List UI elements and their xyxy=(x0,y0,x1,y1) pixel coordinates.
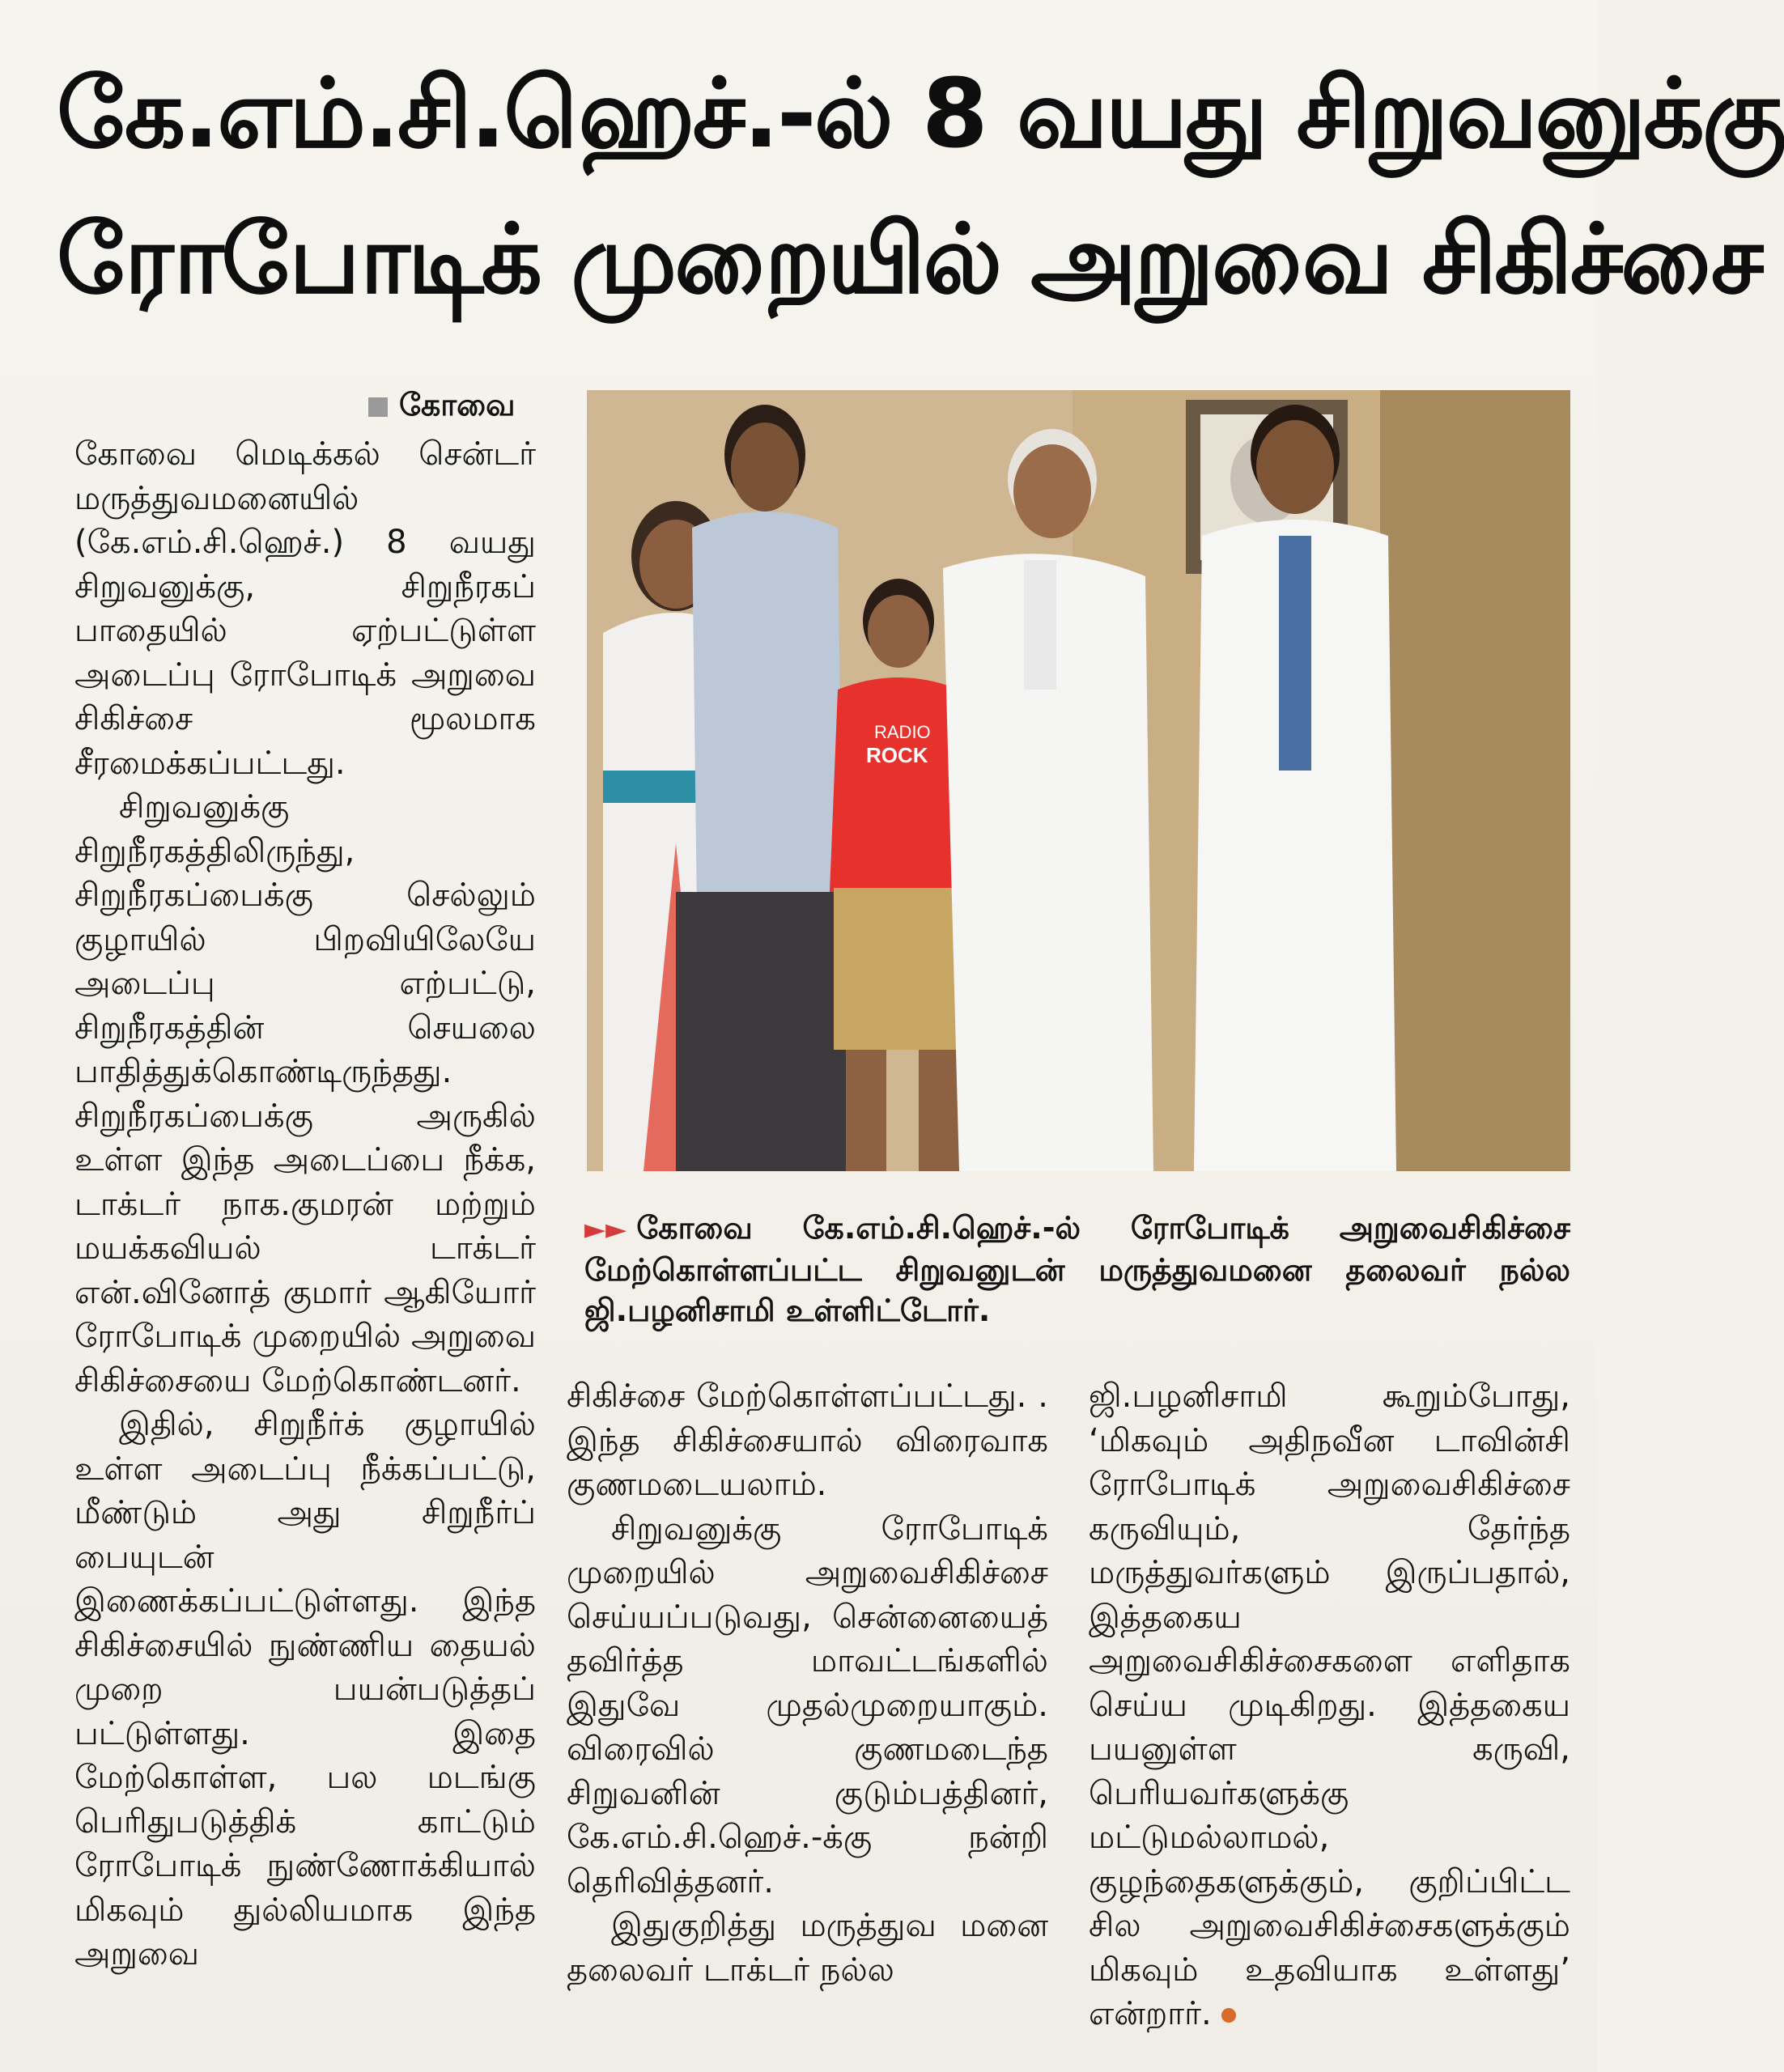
paragraph: சிறுவனுக்கு ரோபோடிக் முறையில் அறுவைசிகிச்சை செய்யப்படுவது, சென்னையைத் தவிர்த்த மாவட்டங்களில் இதுவே முதல்முறையாகும். விரைவில் குணமடைந்த சிறுவனின் குடும்பத்தினர், கே.எம்.சி.ஹெச்.-க்கு நன்றி தெரிவித்தனர். xyxy=(567,1509,1048,1900)
photo-illustration xyxy=(587,390,1570,1171)
dateline xyxy=(368,387,515,427)
article-column-1 xyxy=(74,432,536,1976)
paragraph-text: ஜி.பழனிசாமி கூறும்போது, ‘மிகவும் அதிநவீன டாவின்சி ரோபோடிக் அறுவைசிகிச்சை கருவியும், தேர்ந்த மருத்துவர்களும் இருப்பதால், இத்தகைய அறுவைசிகிச்சைகளை எளிதாக செய்ய முடிகிறது. இத்தகைய பயனுள்ள கருவி, பெரியவர்களுக்கு மட்டுமல்லாமல், குழந்தைகளுக்கும், குறிப்பிட்ட சில அறுவைசிகிச்சைகளுக்கும் மிகவும் உதவியாக உள்ளது’ என்றார். xyxy=(1089,1378,1570,2032)
dateline-text: கோவை xyxy=(399,387,516,422)
paragraph: கோவை மெடிக்கல் சென்டர் மருத்துவமனையில் (கே.எம்.சி.ஹெச்.) 8 வயது சிறுவனுக்கு, சிறுநீரகப் பாதையில் ஏற்பட்டுள்ள அடைப்பு ரோபோடிக் அறுவை சிகிச்சை மூலமாக சீரமைக்கப்பட்டது. xyxy=(74,435,536,782)
news-photo xyxy=(587,390,1570,1171)
shirt-text-2: ROCK xyxy=(866,743,928,767)
shirt-text-1: RADIO xyxy=(874,722,931,742)
headline-line-2: ரோபோடிக் முறையில் அறுவை சிகிச்சை xyxy=(57,203,1762,315)
article-column-2 xyxy=(567,1374,1048,1992)
article-column-3 xyxy=(1089,1374,1570,2036)
caption-text: கோவை கே.எம்.சி.ஹெச்.-ல் ரோபோடிக் அறுவைசிகிச்சை மேற்கொள்ளப்பட்ட சிறுவனுடன் மருத்துவமனை தலைவர் நல்ல ஜி.பழனிசாமி உள்ளிட்டோர். xyxy=(584,1210,1570,1328)
paragraph: சிறுவனுக்கு சிறுநீரகத்திலிருந்து, சிறுநீரகப்பைக்கு செல்லும் குழாயில் பிறவியிலேயே அடைப்பு எற்பட்டு, சிறுநீரகத்தின் செயலை பாதித்துக்கொண்டிருந்தது. சிறுநீரகப்பைக்கு அருகில் உள்ள இந்த அடைப்பை நீக்க, டாக்டர் நாக.குமரன் மற்றும் மயக்கவியல் டாக்டர் என்.வினோத் குமார் ஆகியோர் ரோபோடிக் முறையில் அறுவை சிகிச்சையை மேற்கொண்டனர். xyxy=(74,788,536,1399)
photo-caption xyxy=(584,1208,1570,1331)
caption-arrow-icon: ►► xyxy=(584,1213,627,1246)
paragraph: இதுகுறித்து மருத்துவ மனை தலைவர் டாக்டர் நல்ல xyxy=(567,1907,1048,1989)
paragraph: சிகிச்சை மேற்கொள்ளப்பட்டது. . இந்த சிகிச்சையால் விரைவாக குணமடையலாம். xyxy=(567,1378,1048,1503)
paragraph xyxy=(1089,1374,1570,2036)
dateline-marker xyxy=(368,397,388,417)
headline-line-1: கே.எம்.சி.ஹெச்.-ல் 8 வயது சிறுவனுக்கு xyxy=(57,57,1784,169)
paragraph: இதில், சிறுநீர்க் குழாயில் உள்ள அடைப்பு நீக்கப்பட்டு, மீண்டும் அது சிறுநீர்ப் பையுடன் இணைக்கப்பட்டுள்ளது. இந்த சிகிச்சையில் நுண்ணிய தையல் முறை பயன்படுத்தப் பட்டுள்ளது. இதை மேற்கொள்ள, பல மடங்கு பெரிதுபடுத்திக் காட்டும் ரோபோடிக் நுண்ணோக்கியால் மிகவும் துல்லியமாக இந்த அறுவை xyxy=(74,1406,536,1972)
end-mark-icon xyxy=(1221,2008,1236,2023)
